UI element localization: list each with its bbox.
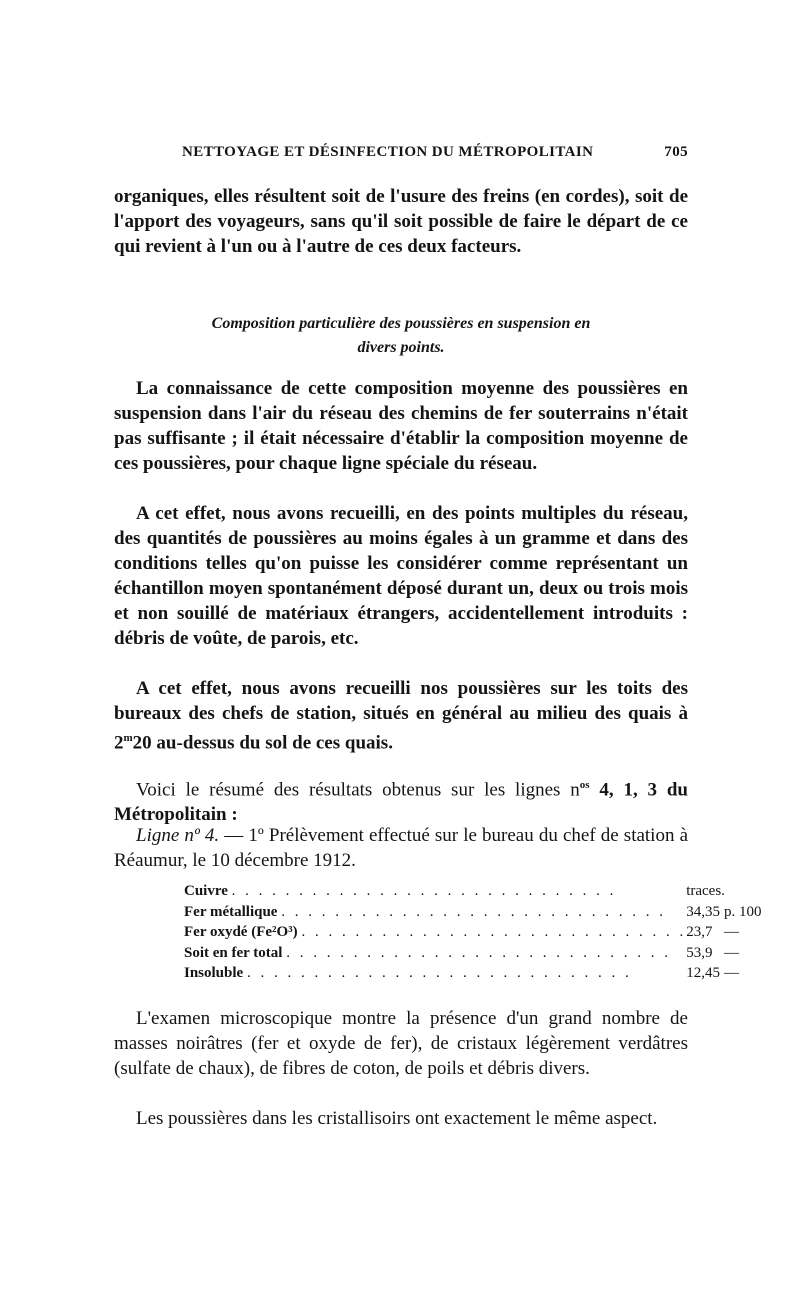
row-label-cell bbox=[184, 924, 686, 945]
section-heading-line-2: divers points. bbox=[357, 339, 445, 356]
superscript-os: os bbox=[579, 779, 590, 791]
row-value: 23,7 bbox=[686, 924, 713, 940]
dot-leader: . . . . . . . . . . . . . . . . . . . . . . . . . . . . . bbox=[286, 944, 671, 961]
paragraph-microscopy: L'examen microscopique montre la présence d'un grand nombre de masses noirâtres (fer et oxyde de fer), de cristaux légèrement verdâtres (sulfate de chaux), de fibres de coton, de poils et débris divers. bbox=[114, 1008, 688, 1079]
paragraph-continuation: organiques, elles résultent soit de l'usure des freins (en cordes), soit de l'apport des voyageurs, sans qu'il soit possible de faire le départ de ce qui revient à l'un ou à l'autre de ces deux facteurs. bbox=[114, 186, 688, 257]
paragraph-cristallisoirs: Les poussières dans les cristallisoirs ont exactement le même aspect. bbox=[136, 1108, 658, 1129]
row-label: Fer métallique bbox=[184, 903, 278, 920]
paragraph-composition: La connaissance de cette composition moyenne des poussières en suspension dans l'air du réseau des chemins de fer souterrains n'était pas suffisante ; il était nécessaire d'établir la composition moyenne de ces poussières, pour chaque ligne spéciale du réseau. bbox=[114, 378, 688, 474]
row-label: Insoluble bbox=[184, 965, 244, 981]
row-label-cell bbox=[184, 883, 686, 904]
row-value: traces. bbox=[686, 883, 725, 899]
row-unit: — bbox=[723, 965, 739, 981]
results-intro-text: Voici le résumé des résultats obtenus sur les lignes n bbox=[136, 779, 580, 801]
paragraph-results-intro bbox=[114, 773, 688, 827]
row-label: Fer oxydé (Fe²O³) bbox=[184, 924, 298, 940]
paragraph-sampling: A cet effet, nous avons recueilli, en des points multiples du réseau, des quantités de poussières au moins égales à un gramme et dans des conditions telles qu'on puisse les considérer comme représentant un échantillon moyen spontanément déposé durant un, deux ou trois mois et non souillé de matériaux étrangers, accidentellement introduits : débris de voûte, de parois, etc. bbox=[114, 503, 688, 649]
paragraph-collection-end: 20 au-dessus du sol de ces quais. bbox=[132, 732, 393, 754]
table-row bbox=[184, 965, 761, 986]
line-4-text: — 1º Prélèvement effectué sur le bureau du chef de station à Réaumur, le 10 décembre 1912. bbox=[114, 825, 689, 871]
paragraph-line-4 bbox=[114, 823, 688, 873]
section-heading-line-1: Composition particulière des poussières en suspension en bbox=[211, 315, 591, 332]
dot-leader: . . . . . . . . . . . . . . . . . . . . . . . . . . . . . bbox=[231, 883, 617, 899]
table-row bbox=[184, 904, 761, 925]
superscript-m: m bbox=[123, 732, 133, 744]
results-intro-lines: 4, 1, 3 du Métropolitain : bbox=[114, 779, 688, 826]
row-unit: — bbox=[723, 924, 739, 940]
row-label: Cuivre bbox=[184, 883, 228, 899]
running-title: NETTOYAGE ET DÉSINFECTION DU MÉTROPOLITAIN bbox=[182, 144, 594, 160]
row-label-cell bbox=[184, 965, 686, 986]
row-value: 34,35 bbox=[686, 903, 720, 920]
running-head bbox=[182, 140, 688, 168]
dot-leader: . . . . . . . . . . . . . . . . . . . . . . . . . . . . . bbox=[281, 903, 666, 920]
row-label-cell bbox=[184, 904, 686, 925]
table-row bbox=[184, 945, 761, 966]
results-table bbox=[184, 883, 761, 986]
row-unit: p. 100 bbox=[723, 903, 762, 920]
table-row bbox=[184, 883, 761, 904]
row-label: Soit en fer total bbox=[184, 944, 283, 961]
row-value: 53,9 bbox=[686, 944, 713, 961]
dot-leader: . . . . . . . . . . . . . . . . . . . . . . . . . . . . . bbox=[246, 965, 632, 981]
row-label-cell bbox=[184, 945, 686, 966]
row-unit: — bbox=[723, 944, 739, 961]
page-number: 705 bbox=[664, 144, 688, 160]
row-value: 12,45 bbox=[686, 965, 720, 981]
line-4-label: Ligne nº 4. bbox=[136, 825, 220, 846]
table-row bbox=[184, 924, 761, 945]
section-heading bbox=[114, 312, 688, 360]
paragraph-collection bbox=[114, 676, 688, 755]
paragraph-collection-text: A cet effet, nous avons recueilli nos poussières sur les toits des bureaux des chefs de station, situés en général au milieu des quais à 2 bbox=[114, 678, 688, 754]
dot-leader: . . . . . . . . . . . . . . . . . . . . . . . . . . . . . bbox=[301, 924, 687, 940]
